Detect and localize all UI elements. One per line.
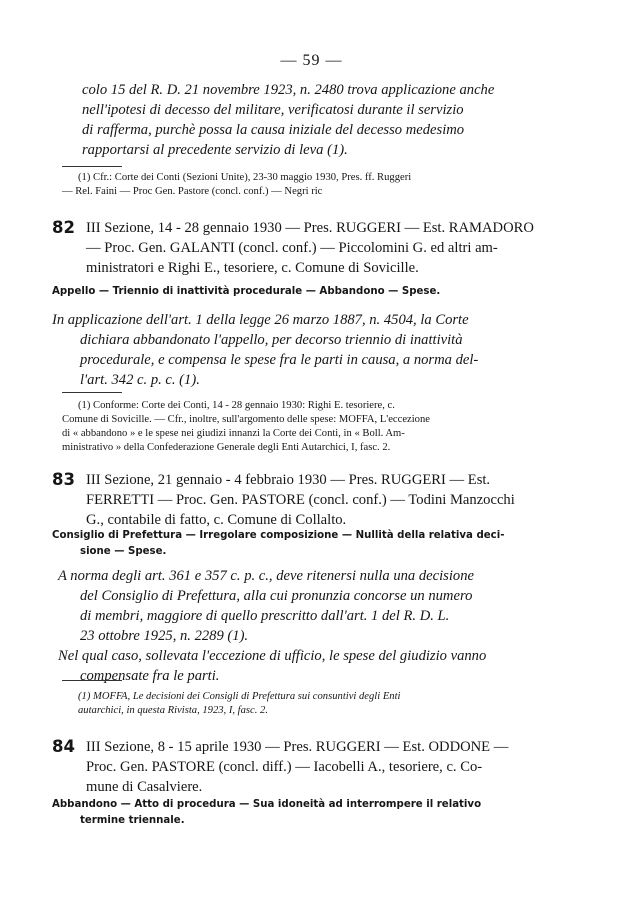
heading-line: Appello — Triennio di inattività procedurale — Abbandono — Spese. [52,286,441,297]
subject-heading [52,284,440,300]
maxim-line: di membri, maggiore di quello prescritto dall'art. 1 del R. D. L. [80,608,450,624]
footnote-line: (1) Cfr.: Corte dei Conti (Sezioni Unite), 23-30 maggio 1930, Pres. ff. Ruggeri [78,172,412,183]
entry-line: FERRETTI — Proc. Gen. PASTORE (concl. conf.) — Todini Manzocchi [86,492,515,508]
maxim-line: compensate fra le parti. [80,668,220,684]
maxim-line: l'art. 342 c. p. c. (1). [80,372,200,388]
maxim-line: procedurale, e compensa le spese fra le parti in causa, a norma del- [80,352,479,368]
intro-line: di rafferma, purchè possa la causa iniziale del decesso medesimo [82,122,465,138]
entry-line: ministratori e Righi E., tesoriere, c. Comune di Sovicille. [86,260,419,276]
entry-line: — Proc. Gen. GALANTI (concl. conf.) — Piccolomini G. ed altri am- [86,240,498,256]
legal-maxim [52,566,552,686]
footnote-line: (1) Conforme: Corte dei Conti, 14 - 28 gennaio 1930: Righi E. tesoriere, c. [78,400,395,411]
footnote-line: Comune di Sovicille. — Cfr., inoltre, sull'argomento delle spese: MOFFA, L'eccezione [62,414,430,425]
legal-maxim [52,310,552,390]
intro-line: nell'ipotesi di decesso del militare, verificatosi durante il servizio [82,102,464,118]
intro-line: rapportarsi al precedente servizio di leva (1). [82,142,348,158]
maxim-line: A norma degli art. 361 e 357 c. p. c., deve ritenersi nulla una decisione [58,568,474,584]
maxim-line: In applicazione dell'art. 1 della legge 26 marzo 1887, n. 4504, la Corte [52,312,469,328]
entry-number: 84 [52,737,75,756]
intro-paragraph [82,80,552,160]
footnote [62,399,562,455]
heading-line: Abbandono — Atto di procedura — Sua idoneità ad interrompere il relativo [52,799,482,810]
entry-header [86,737,556,797]
footnote-divider [62,680,122,681]
maxim-line: 23 ottobre 1925, n. 2289 (1). [80,628,249,644]
entry-line: mune di Casalviere. [86,779,203,795]
entry-header [86,470,556,530]
entry-number: 82 [52,218,75,237]
entry-line: III Sezione, 14 - 28 gennaio 1930 — Pres. RUGGERI — Est. RAMADORO [86,220,534,236]
entry-line: III Sezione, 8 - 15 aprile 1930 — Pres. RUGGERI — Est. ODDONE — [86,739,509,755]
maxim-line: del Consiglio di Prefettura, alla cui pronunzia concorse un numero [80,588,473,604]
intro-line: colo 15 del R. D. 21 novembre 1923, n. 2480 trova applicazione anche [82,82,495,98]
page-number: — 59 — [280,52,343,69]
footnote-divider [62,166,122,167]
subject-heading [52,797,481,829]
entry-number: 83 [52,470,75,489]
subject-heading [52,528,504,560]
footnote-line: autarchici, in questa Rivista, 1923, I, fasc. 2. [78,705,268,716]
heading-line: Consiglio di Prefettura — Irregolare composizione — Nullità della relativa deci- [52,530,505,541]
heading-line: sione — Spese. [80,546,167,557]
footnote-line: — Rel. Faini — Proc Gen. Pastore (concl. conf.) — Negri ric [62,186,323,197]
maxim-line: Nel qual caso, sollevata l'eccezione di ufficio, le spese del giudizio vanno [58,648,487,664]
entry-header [86,218,556,278]
footnote-line: (1) MOFFA, Le decisioni dei Consigli di Prefettura sui consuntivi degli Enti [78,691,401,702]
entry-line: G., contabile di fatto, c. Comune di Collalto. [86,512,347,528]
footnote [62,690,562,718]
footnote [62,171,558,199]
entry-line: Proc. Gen. PASTORE (concl. diff.) — Iacobelli A., tesoriere, c. Co- [86,759,483,775]
heading-line: termine triennale. [80,815,185,826]
footnote-divider [62,392,122,393]
footnote-line: di « abbandono » e le spese nei giudizi innanzi la Corte dei Conti, in « Boll. Am- [62,428,405,439]
maxim-line: dichiara abbandonato l'appello, per decorso triennio di inattività [80,332,463,348]
footnote-line: ministrativo » della Confederazione Generale degli Enti Autarchici, I, fasc. 2. [62,442,391,453]
entry-line: III Sezione, 21 gennaio - 4 febbraio 1930 — Pres. RUGGERI — Est. [86,472,491,488]
